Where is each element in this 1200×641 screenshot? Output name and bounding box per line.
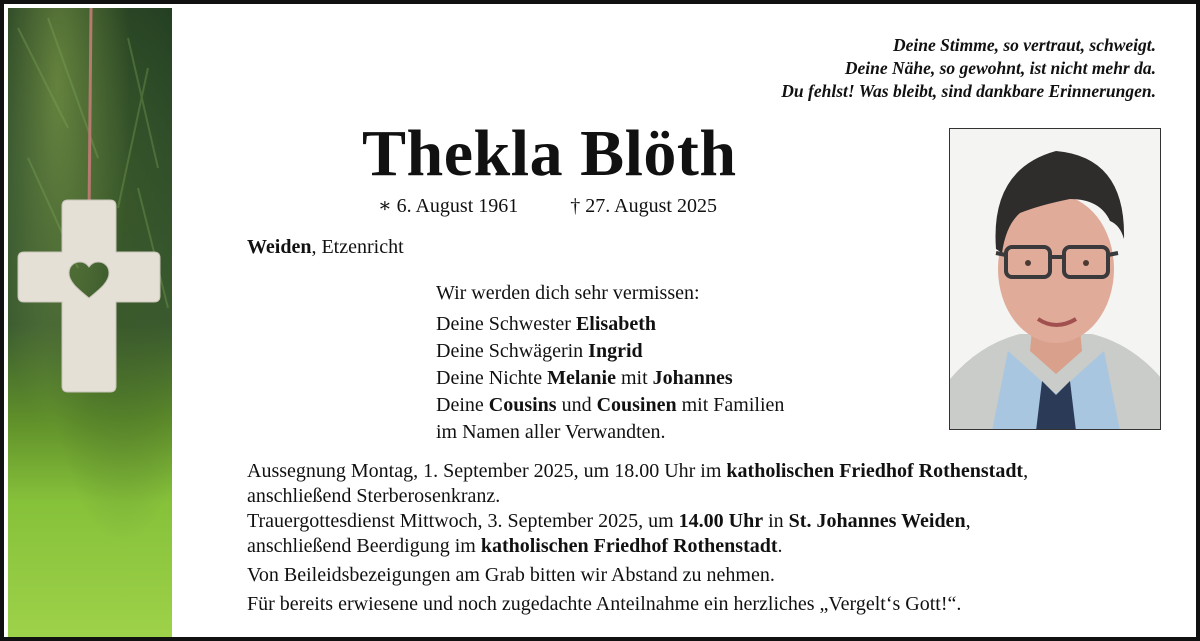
info-strong: St. Johannes Weiden <box>788 510 966 532</box>
family-text: und <box>556 394 597 416</box>
poem-line: Deine Stimme, so vertraut, schweigt. <box>893 35 1156 55</box>
cord-line <box>89 8 91 216</box>
cross-with-heart-icon <box>18 200 160 392</box>
info-strong: 14.00 Uhr <box>678 510 764 532</box>
family-intro: Wir werden dich sehr vermissen: <box>436 282 700 304</box>
family-line <box>436 338 784 365</box>
info-line <box>247 534 1028 559</box>
poem-line: Du fehlst! Was bleibt, sind dankbare Erinnerungen. <box>781 81 1156 101</box>
poem <box>636 34 1156 103</box>
death-date: 27. August 2025 <box>585 195 717 217</box>
side-image-cross-pendant <box>8 8 172 641</box>
poem-line: Deine Nähe, so gewohnt, ist nicht mehr da. <box>844 58 1156 78</box>
birth-date: 6. August 1961 <box>396 195 519 217</box>
location <box>247 236 404 259</box>
family-line: im Namen aller Verwandten. <box>436 421 666 443</box>
family-text: mit <box>615 367 653 389</box>
family-name: Cousins <box>488 394 557 416</box>
family-name: Johannes <box>652 367 733 389</box>
info-line: anschließend Sterberosenkranz. <box>247 485 501 507</box>
portrait-illustration <box>950 129 1161 430</box>
location-rest: , Etzenricht <box>311 236 404 258</box>
service-info <box>247 459 1028 617</box>
family-line <box>436 365 784 392</box>
cross-pendant-graphic <box>8 8 172 641</box>
family-line <box>436 392 784 419</box>
info-strong: katholischen Friedhof Rothenstadt <box>480 535 778 557</box>
location-main: Weiden <box>247 236 312 258</box>
info-strong: katholischen Friedhof Rothenstadt <box>726 460 1024 482</box>
info-line: Für bereits erwiesene und noch zugedachte Anteilnahme ein herzliches „Vergelt‘s Gott!“. <box>247 593 962 615</box>
family-name: Cousinen <box>596 394 677 416</box>
family-list <box>436 280 784 446</box>
info-text: , <box>965 510 971 532</box>
family-text: Deine Nichte <box>436 367 548 389</box>
family-text: Deine Schwester <box>436 313 576 335</box>
family-name: Ingrid <box>588 340 643 362</box>
family-text: Deine <box>436 394 489 416</box>
info-text: , <box>1023 460 1029 482</box>
info-text: in <box>763 510 789 532</box>
family-text: mit Familien <box>676 394 785 416</box>
info-text: . <box>777 535 783 557</box>
info-text: anschließend Beerdigung im <box>247 535 481 557</box>
family-text: Deine Schwägerin <box>436 340 589 362</box>
info-line: Von Beileidsbezeigungen am Grab bitten wir Abstand zu nehmen. <box>247 564 775 586</box>
portrait-photo <box>949 128 1161 430</box>
family-line <box>436 311 784 338</box>
info-line <box>247 459 1028 484</box>
info-text: Trauergottesdienst Mittwoch, 3. September 2025, um <box>247 510 679 532</box>
info-text: Aussegnung Montag, 1. September 2025, um 18.00 Uhr im <box>247 460 727 482</box>
life-dates <box>378 193 717 218</box>
dagger-icon: † <box>570 195 581 217</box>
asterisk-icon: ∗ <box>378 195 392 217</box>
deceased-name: Thekla Blöth <box>362 117 737 190</box>
info-line <box>247 509 1028 534</box>
family-name: Elisabeth <box>575 313 656 335</box>
family-name: Melanie <box>547 367 616 389</box>
